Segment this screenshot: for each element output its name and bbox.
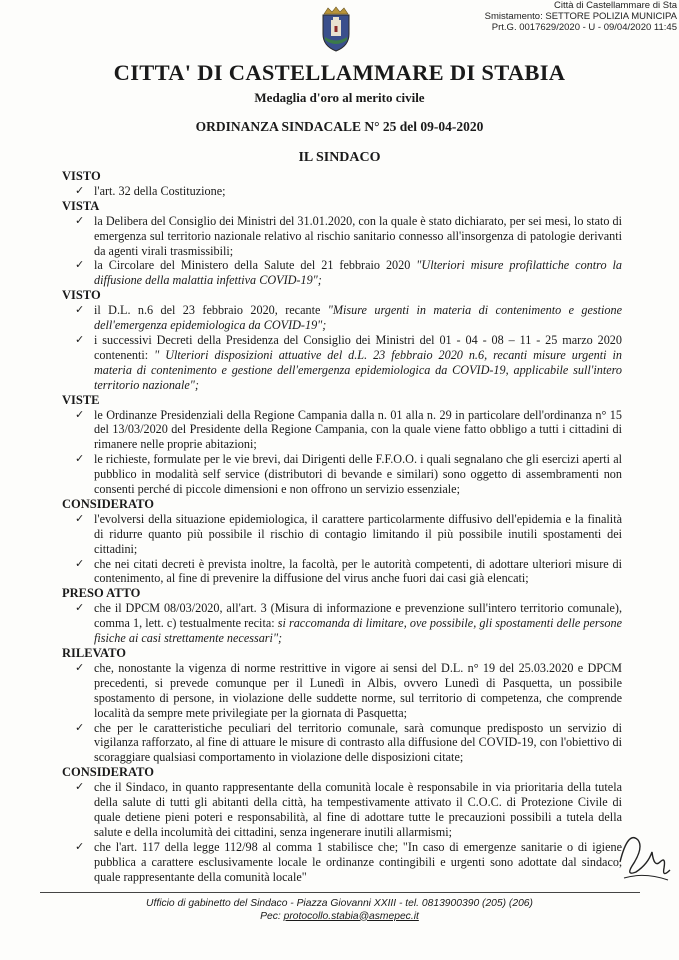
clause-item (62, 661, 622, 721)
section-heading: CONSIDERATO (62, 496, 154, 511)
checkmark-icon: ✓ (75, 258, 85, 272)
clause-item (62, 721, 622, 766)
checkmark-icon: ✓ (75, 660, 85, 674)
clause-item (62, 512, 622, 557)
clause-text: che per le caratteristiche peculiari del territorio comunale, sarà comunque predisposto un servizio di vigilanza rafforzato, al fine di attuare le misure di contrasto alla diffusione del COVID-19, con l'obiettivo di scoraggiare qualsiasi comportamento in violazione delle disposizioni citate; (94, 720, 622, 765)
section-heading: VISTO (62, 169, 101, 183)
protocol-stamp (485, 0, 677, 33)
clause-text: che il DPCM 08/03/2020, all'art. 3 (Misura di informazione e prevenzione sull'intero territorio comunale), comma 1, lett. c) testualmente recita: (94, 601, 622, 631)
pec-link[interactable]: protocollo.stabia@asmepec.it (283, 910, 419, 922)
checkmark-icon: ✓ (75, 556, 85, 570)
clause-text: l'art. 32 della Costituzione; (94, 183, 226, 198)
clause-item (62, 408, 622, 453)
section-heading: CONSIDERATO (62, 765, 154, 780)
city-title: CITTA' DI CASTELLAMMARE DI STABIA (113, 60, 566, 85)
clause-text: la Delibera del Consiglio dei Ministri del 31.01.2020, con la quale è stato dichiarato, per sei mesi, lo stato di emergenza sul territorio nazionale relativo al rischio sanitario connesso all'insorgenza di patologie derivanti da agenti virali trasmissibili; (94, 213, 623, 258)
clause-text: che nei citati decreti è prevista inoltre, la facoltà, per le autorità competenti, di adottare ulteriori misure di contenimento, al fine di prevenire la diffusione del virus anche fuori dai casi già elencati; (94, 556, 622, 586)
checkmark-icon: ✓ (75, 780, 85, 794)
clause-text: i successivi Decreti della Presidenza del Consiglio dei Ministri del 01 - 04 - 08 – 11 - 25 marzo 2020 contenenti: (94, 332, 622, 362)
checkmark-icon: ✓ (75, 332, 85, 346)
checkmark-icon: ✓ (75, 303, 85, 317)
mayor-heading: IL SINDACO (298, 150, 381, 165)
clause-quote: "Misure urgenti in materia di contenimento e gestione dell'emergenza epidemiologica da COVID-19"; (94, 303, 623, 333)
clause-text: l'evolversi della situazione epidemiologica, il carattere particolarmente diffusivo dell'epidemia e la finalità di ridurre quanto più possibile il rischio di contagio limitando il più possibile inutili spostamenti dei cittadini; (94, 511, 622, 556)
clause-text: che il Sindaco, in quanto rappresentante della comunità locale è responsabile in via prioritaria della tutela della salute di tutti gli abitanti della città, ha tempestivamente attivato il C.O.C. di Protezione Civile di quale detiene pieni poteri e responsabilità, al fine di adottare tutte le precauzioni possibili a tutela della salute e della incolumità dei cittadini, senza ingenerare inutili allarmismi; (94, 780, 622, 839)
coat-of-arms-icon (316, 4, 356, 54)
clause-item (62, 333, 622, 393)
checkmark-icon: ✓ (75, 601, 85, 615)
clause-item (62, 258, 622, 288)
clause-text: la Circolare del Ministero della Salute del 21 febbraio 2020 (94, 258, 417, 273)
clause-item (62, 557, 622, 587)
clause-quote: "Ulteriori misure profilattiche contro la diffusione della malattia infettiva COVID-19"; (94, 258, 622, 288)
footer (0, 898, 679, 923)
clause-item (62, 303, 622, 333)
stamp-line-1: Città di Castellammare di Sta (553, 0, 677, 11)
clause-text: che l'art. 117 della legge 112/98 al comma 1 stabilisce che; "In caso di emergenze sanitarie o di igiene pubblica a carattere esclusivamente locale le ordinanze contingibili e urgenti sono adottate dal sindaco, quale rappresentante della comunità locale" (94, 839, 622, 884)
ordinance-heading: ORDINANZA SINDACALE N° 25 del 09-04-2020 (195, 119, 484, 134)
section-heading: VISTE (62, 392, 100, 407)
section-heading: VISTA (62, 198, 100, 213)
footer-office-line: Ufficio di gabinetto del Sindaco - Piazza Giovanni XXIII - tel. 0813900390 (205) (206) (146, 898, 533, 909)
clause-quote: si raccomanda di limitare, ove possibile, gli spostamenti delle persone fisiche ai casi strettamente necessari"; (94, 616, 622, 646)
city-subtitle: Medaglia d'oro al merito civile (254, 90, 425, 105)
clause-text: il D.L. n.6 del 23 febbraio 2020, recante (94, 303, 328, 318)
section-heading: VISTO (62, 288, 101, 303)
stamp-line-3: Prt.G. 0017629/2020 - U - 09/04/2020 11:45 (491, 22, 677, 33)
footer-pec-line (0, 911, 679, 924)
clause-item (62, 452, 622, 497)
pec-label: Pec: (260, 910, 284, 922)
clause-text: le Ordinanze Presidenziali della Regione Campania dalla n. 01 alla n. 29 in particolare dell'ordinanza n° 15 del 13/03/2020 del Presidente della Regione Campania, con la quale viene fatto obbligo a tutti i cittadini di rimanere nelle proprie abitazioni; (94, 407, 622, 452)
checkmark-icon: ✓ (75, 183, 85, 197)
checkmark-icon: ✓ (75, 511, 85, 525)
clause-item (62, 780, 622, 840)
checkmark-icon: ✓ (75, 839, 85, 853)
clause-item (62, 184, 622, 199)
clause-text: le richieste, formulate per le vie brevi, dai Dirigenti delle F.F.O.O. i quali segnalano che gli esercizi aperti al pubblico in modalità self service (distributori di bevande e similari) sono oggetto di assembramenti non consenti perché di piccole dimensioni e non offrono un servizio essenziale; (94, 452, 622, 497)
checkmark-icon: ✓ (75, 407, 85, 421)
stamp-line-2: Smistamento: SETTORE POLIZIA MUNICIPA (484, 11, 677, 22)
footer-divider (40, 892, 640, 893)
clause-item (62, 601, 622, 646)
clause-text: che, nonostante la vigenza di norme restrittive in vigore ai sensi del D.L. n° 19 del 25.03.2020 e DPCM precedenti, si prevede comunque per il Lunedì in Albis, ovvero Lunedì di Pasquetta, un possibile spostamento di persone, in violazione delle suddette norme, sul territorio di competenza, che comprende località da sempre mete privilegiate per la giornata di Pasquetta; (94, 660, 622, 720)
ordinance-body (62, 169, 622, 885)
clause-item (62, 840, 622, 885)
section-heading: RILEVATO (62, 646, 126, 660)
checkmark-icon: ✓ (75, 720, 85, 734)
clause-item (62, 214, 622, 259)
clause-quote: " Ulteriori disposizioni attuative del d.L. 23 febbraio 2020 n.6, recanti misure urgenti in materia di contenimento e gestione dell'emergenza epidemiologica da COVID-19, applicabile sull'intero territorio nazionale"; (94, 347, 622, 392)
handwritten-signature (614, 822, 674, 886)
section-heading: PRESO ATTO (62, 586, 141, 601)
checkmark-icon: ✓ (75, 213, 85, 227)
checkmark-icon: ✓ (75, 452, 85, 466)
